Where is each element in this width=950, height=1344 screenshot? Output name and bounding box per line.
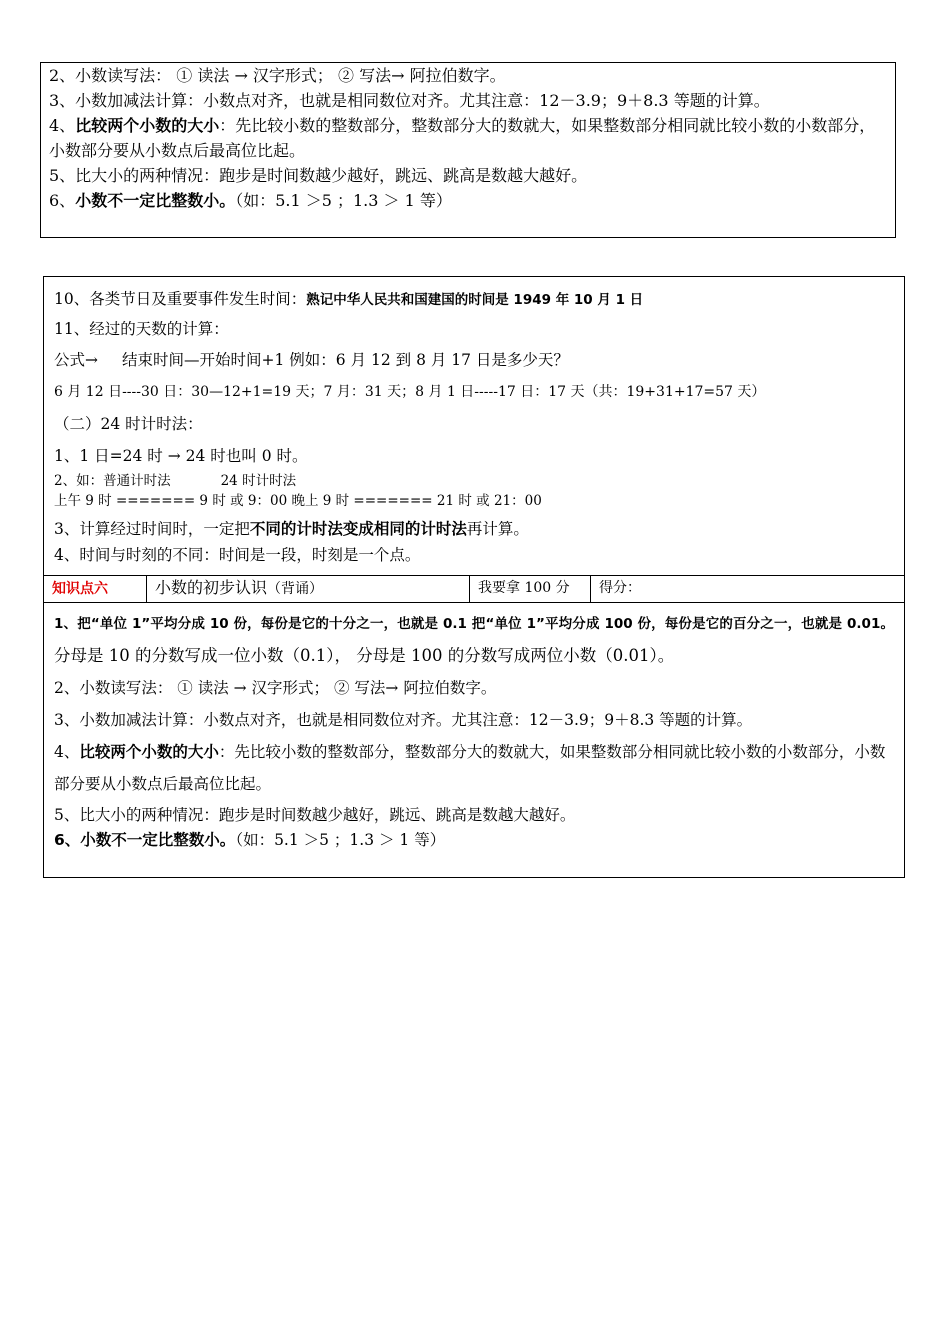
time-line-3-a: 3、计算经过时间时，一定把 — [54, 520, 250, 538]
section6-line-5: 5、比大小的两种情况：跑步是时间数越少越好，跳远、跳高是数越大越好。 — [54, 806, 576, 824]
time-line-2-b: 24 时计时法 — [220, 473, 297, 489]
section6-p1-rest: 分母是 10 的分数写成一位小数（0.1）， 分母是 100 的分数写成两位小数（0.01）。 — [54, 646, 675, 665]
formula-text: 结束时间—开始时间+1 例如：6 月 12 到 8 月 17 日是多少天？ — [122, 351, 569, 369]
notes-box-top — [40, 62, 896, 238]
formula-label: 公式→ — [54, 351, 98, 369]
section6-line-3: 3、小数加减法计算：小数点对齐，也就是相同数位对齐。尤其注意：12－3.9；9＋8.3 等题的计算。 — [54, 711, 753, 729]
line-6-bold: 小数不一定比整数小。 — [75, 191, 236, 210]
line-4 — [49, 113, 887, 163]
section6-line-6 — [54, 830, 894, 850]
topic-cell — [147, 576, 470, 602]
topic-title: 小数的初步认识 — [155, 578, 268, 597]
section6-line-2: 2、小数读写法： ① 读法 → 汉字形式； ② 写法→ 阿拉伯数字。 — [54, 679, 497, 697]
line-4-bold: 比较两个小数的大小 — [75, 116, 220, 135]
section6-line-4 — [54, 736, 894, 800]
line-3: 3、小数加减法计算：小数点对齐，也就是相同数位对齐。尤其注意：12－3.9；9＋8.3 等题的计算。 — [49, 91, 770, 110]
formula-line — [54, 344, 894, 376]
line-6-rest: （如：5.1 ＞5 ；1.3 ＞ 1 等） — [235, 191, 452, 210]
line-10 — [54, 285, 894, 314]
example-line: 6 月 12 日----30 日：30—12+1=19 天；7 月：31 天；8 月 1 日-----17 日：17 天（共：19+31+17=57 天） — [54, 384, 766, 400]
line-11: 11、经过的天数的计算： — [54, 320, 229, 338]
line-10-label: 10、各类节日及重要事件发生时间： — [54, 290, 307, 308]
goal-cell: 我要拿 100 分 — [470, 576, 591, 602]
point-label: 知识点六 — [52, 581, 108, 597]
line-6 — [49, 188, 887, 213]
section6-line-4-rest: ：先比较小数的整数部分，整数部分大的数就大，如果整数部分相同就比较小数的小数部分，小数部分要从小数点后最高位比起。 — [54, 743, 886, 793]
time-row: 上午 9 时 ======= 9 时 或 9：00 晚上 9 时 ======= 21 时 或 21：00 — [54, 493, 542, 509]
time-line-4: 4、时间与时刻的不同：时间是一段，时刻是一个点。 — [54, 546, 421, 564]
section6-p1 — [54, 607, 894, 672]
line-6-num: 6、 — [49, 191, 76, 210]
line-5: 5、比大小的两种情况：跑步是时间数越少越好，跳远、跳高是数越大越好。 — [49, 166, 588, 185]
subsection-title: （二）24 时计时法： — [54, 415, 203, 433]
time-line-2 — [54, 472, 894, 490]
time-line-3 — [54, 516, 894, 542]
section6-line-6-num: 6、 — [54, 831, 81, 849]
line-2: 2、小数读写法： ① 读法 → 汉字形式； ② 写法→ 阿拉伯数字。 — [49, 66, 506, 85]
section6-line-4-bold: 比较两个小数的大小 — [79, 743, 219, 761]
point-cell — [44, 576, 147, 602]
topic-note: （背诵） — [267, 581, 324, 597]
time-line-1: 1、1 日=24 时 → 24 时也叫 0 时。 — [54, 447, 308, 465]
line-4-num: 4、 — [49, 116, 76, 135]
time-line-2-a: 2、如：普通计时法 — [54, 473, 171, 489]
time-line-3-c: 再计算。 — [466, 520, 529, 538]
section6-line-6-rest: （如：5.1 ＞5 ；1.3 ＞ 1 等） — [235, 831, 446, 849]
section6-line-6-bold: 小数不一定比整数小。 — [80, 831, 236, 849]
line-10-bold: 熟记中华人民共和国建国的时间是 1949 年 10 月 1 日 — [306, 292, 644, 308]
line-4-rest: ：先比较小数的整数部分，整数部分大的数就大，如果整数部分相同就比较小数的小数部分，小数部分要从小数点后最高位比起。 — [49, 116, 876, 160]
score-cell: 得分： — [599, 580, 641, 596]
section6-line-4-num: 4、 — [54, 743, 80, 761]
notes-box-main — [43, 276, 905, 878]
time-line-3-bold: 不同的计时法变成相同的计时法 — [249, 520, 467, 538]
section6-p1-bold: 1、把“单位 1”平均分成 10 份，每份是它的十分之一，也就是 0.1 把“单位 1”平均分成 100 份，每份是它的百分之一，也就是 0.01。 — [54, 616, 894, 632]
section-header-row — [44, 575, 904, 603]
